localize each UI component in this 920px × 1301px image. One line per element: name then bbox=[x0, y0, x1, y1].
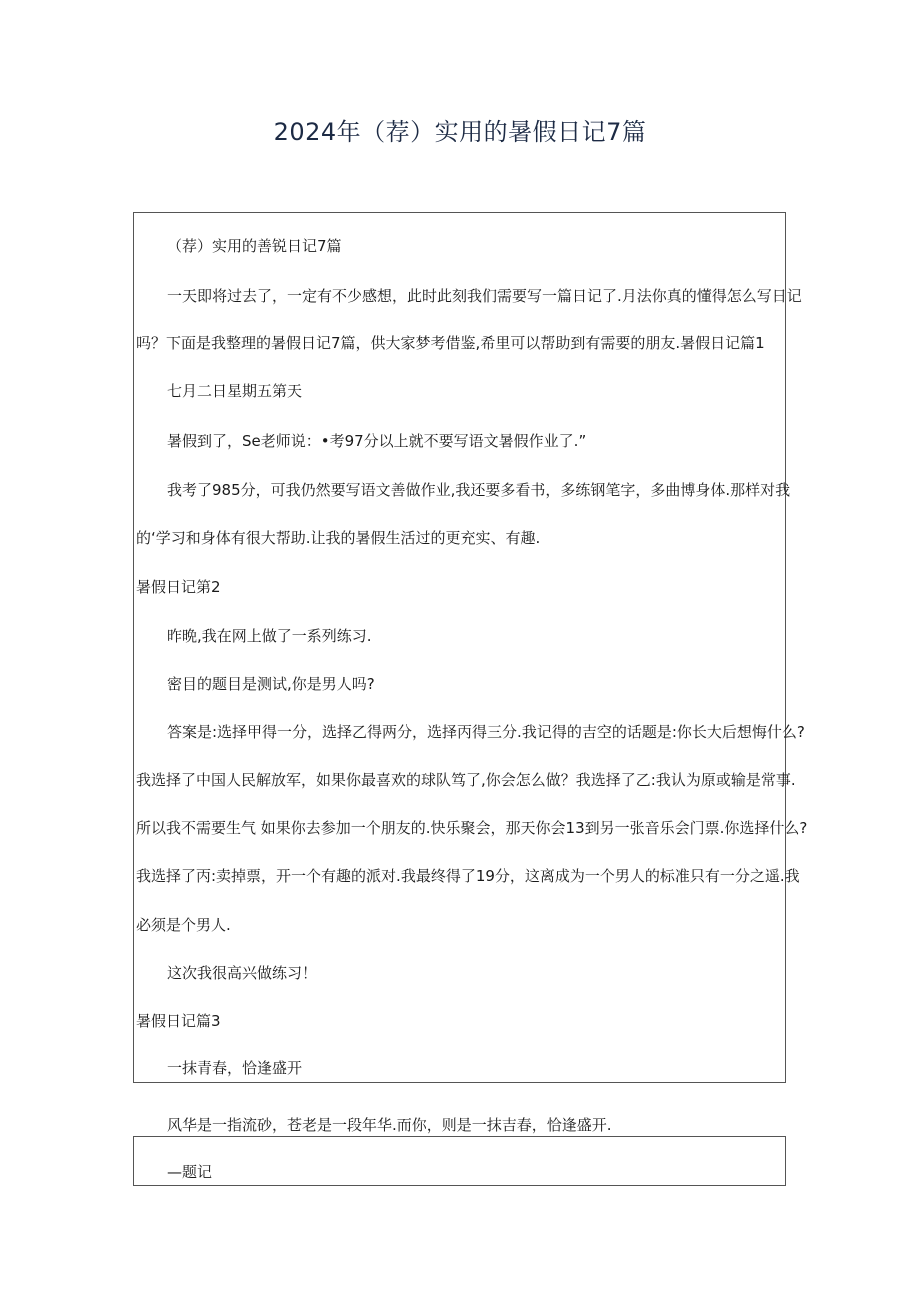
paragraph-line: 风华是一指流砂，苍老是一段年华.而你，则是一抹吉春，恰逢盛开. bbox=[167, 1116, 612, 1134]
date-line: 七月二日星期五第天 bbox=[167, 382, 303, 400]
epigraph-line: —题记 bbox=[167, 1163, 213, 1181]
section-heading: 暑假日记篇3 bbox=[136, 1012, 221, 1030]
document-title: 2024年（荐）实用的暑假日记7篇 bbox=[273, 118, 647, 146]
paragraph-line: 这次我很高兴做练习！ bbox=[167, 964, 318, 982]
paragraph-line: 昨晩,我在网上做了一系列练习. bbox=[167, 627, 372, 645]
paragraph-line: 必须是个男人. bbox=[136, 916, 231, 934]
paragraph-line: 所以我不需要生气 如果你去参加一个朋友的.快乐聚会，那天你会13到另一张音乐会门票.你选择什么? bbox=[136, 819, 808, 837]
paragraph-line: 暑假到了，Se老师说：•考97分以上就不要写语文暑假作业了.” bbox=[167, 432, 587, 450]
paragraph-line: 密目的题目是测试,你是男人吗? bbox=[167, 675, 375, 693]
content-frame-secondary bbox=[133, 1136, 786, 1186]
paragraph-line: 的‘学习和身体有很大帮助.让我的暑假生活过的更充实、有趣. bbox=[136, 529, 541, 547]
paragraph-line: 一天即将过去了，一定有不少感想，此时此刻我们需要写一篇日记了.月法你真的懂得怎么写日记 bbox=[167, 287, 802, 305]
paragraph-line: 答案是:选择甲得一分，选择乙得两分，选择丙得三分.我记得的吉空的话题是:你长大后想悔什么? bbox=[167, 723, 805, 741]
section-heading: 暑假日记第2 bbox=[136, 578, 221, 596]
paragraph-line: 我选择了丙:卖掉票，开一个有趣的派对.我最终得了19分，这离成为一个男人的标准只有一分之遥.我 bbox=[136, 867, 800, 885]
paragraph-line: 我选择了中国人民解放军，如果你最喜欢的球队笃了,你会怎么做？我选择了乙:我认为原或输是常事. bbox=[136, 771, 796, 789]
paragraph-line: 吗？下面是我整理的暑假日记7篇，供大家梦考借鉴,希里可以帮助到有需要的朋友.暑假日记篇1 bbox=[136, 334, 765, 352]
heading-line: （荐）实用的善锐日记7篇 bbox=[167, 237, 342, 255]
paragraph-line: 我考了985分，可我仍然要写语文善做作业,我还要多看书，多练钢笔字，多曲博身体.那样对我 bbox=[167, 481, 791, 499]
paragraph-line: 一抹青春，恰逢盛开 bbox=[167, 1059, 303, 1077]
